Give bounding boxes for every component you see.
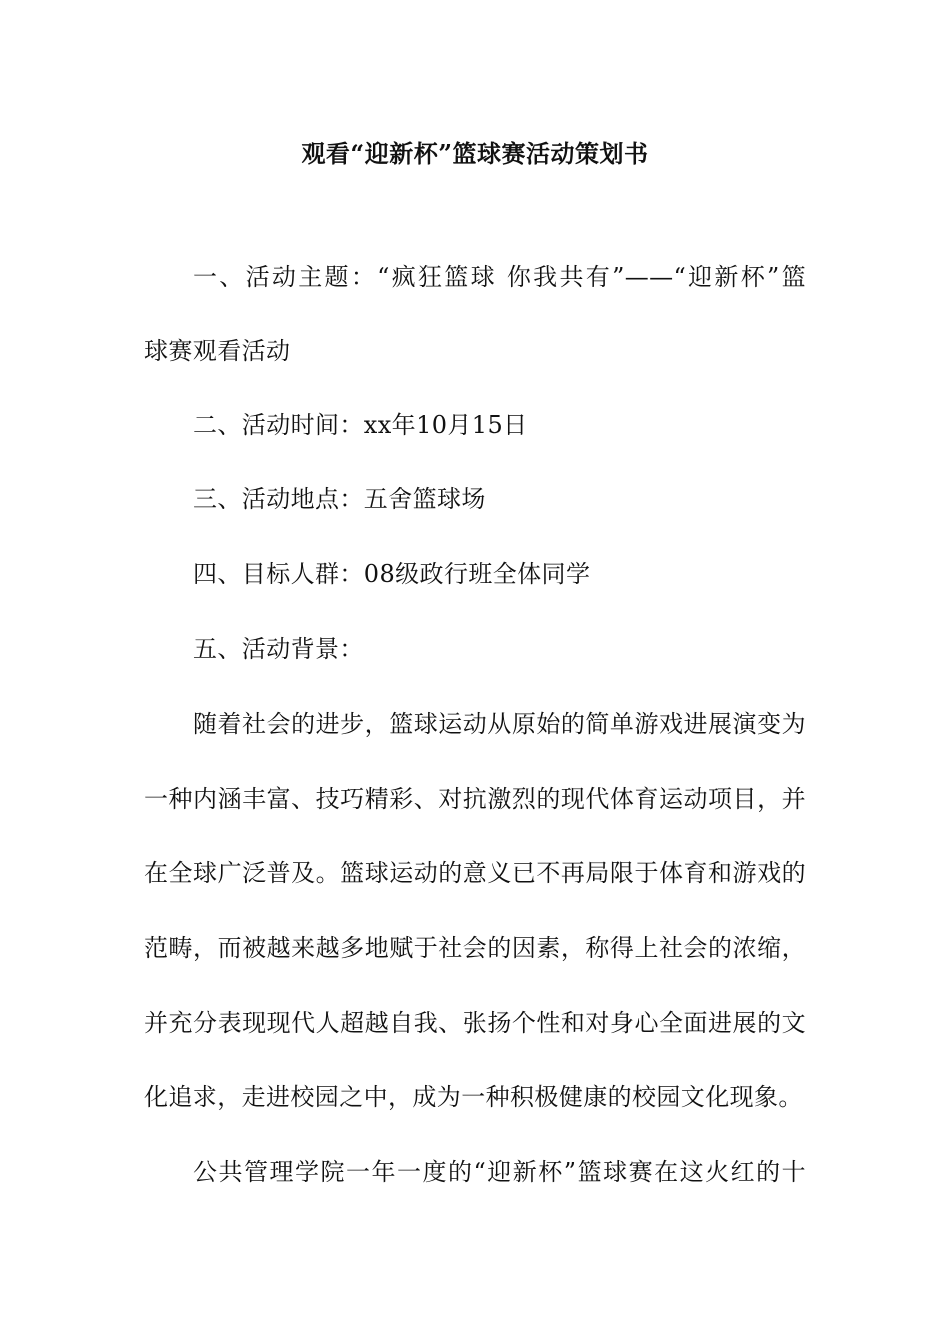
theme-line-2: 球赛观看活动 bbox=[144, 337, 291, 365]
time-line: 二、活动时间：xx年10月15日 bbox=[193, 411, 528, 439]
background-paragraph-line-5: 并充分表现现代人超越自我、张扬个性和对身心全面进展的文 bbox=[144, 1009, 806, 1037]
background-paragraph-line-1: 随着社会的进步，篮球运动从原始的简单游戏进展演变为 bbox=[193, 710, 806, 738]
document-title: 观看“迎新杯”篮球赛活动策划书 bbox=[301, 139, 649, 168]
background-heading: 五、活动背景： bbox=[193, 635, 364, 663]
background-paragraph-line-6: 化追求，走进校园之中，成为一种积极健康的校园文化现象。 bbox=[144, 1083, 803, 1111]
audience-line: 四、目标人群：08级政行班全体同学 bbox=[193, 560, 591, 588]
background-paragraph-line-3: 在全球广泛普及。篮球运动的意义已不再局限于体育和游戏的 bbox=[144, 859, 806, 887]
background-paragraph-line-2: 一种内涵丰富、技巧精彩、对抗激烈的现代体育运动项目，并 bbox=[144, 785, 806, 813]
college-paragraph-line-1: 公共管理学院一年一度的“迎新杯”篮球赛在这火红的十 bbox=[193, 1158, 806, 1186]
theme-line-1: 一、活动主题：“疯狂篮球 你我共有”——“迎新杯”篮 bbox=[193, 263, 806, 291]
location-line: 三、活动地点：五舍篮球场 bbox=[193, 485, 486, 513]
background-paragraph-line-4: 范畴，而被越来越多地赋于社会的因素，称得上社会的浓缩， bbox=[144, 934, 806, 962]
